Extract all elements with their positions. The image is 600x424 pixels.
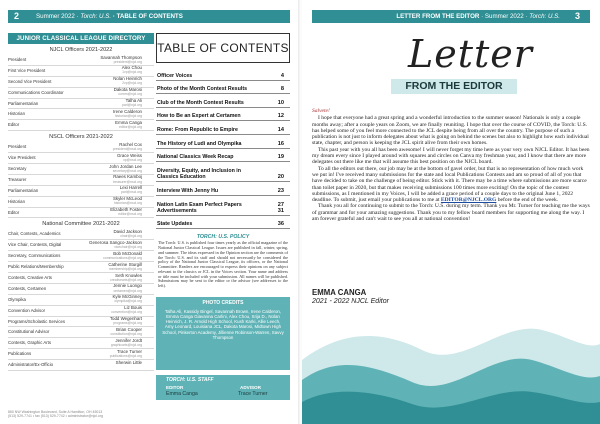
toc-item-title: Interview With Jenny Hu xyxy=(157,187,219,194)
directory-email[interactable]: certamen@njcl.org xyxy=(113,288,142,293)
header-text xyxy=(396,10,560,23)
directory-role: Editor xyxy=(8,122,20,128)
directory-email[interactable]: membership@njcl.org xyxy=(108,266,142,271)
toc-item-page: 10 xyxy=(277,99,284,106)
signature-name: EMMA CANGA xyxy=(312,288,367,297)
directory-role: Editor xyxy=(8,209,20,215)
policy-body: The Torch: U.S. is published four times yearly as the official magazine of the National Junior Classical League. Issues are published in fall, winter, spring, and summer. The ideas expressed in the Opinion section are the comments of the Torch: U.S. and its staff and should not necessarily be considered the policy of the National Junior Classical League, its officers, or the National Committee. Readers are encouraged to express their opinions on any subject relevant to the classics or JCL in the Voices section. Your name and address or title must be included with your submission. All names will be published. Submissions may be sent to the editor or the advisor (see addresses to the left). xyxy=(158,240,288,289)
paragraph-3-text: To all the editors out there, our job may be at the bottom of gavel order, but that is no representation of how much work we put in! I've received many submissions for the state and local Publications Contests and am so proud of all of you that have decided to take on the challenge of being editor. Stick with it. There may be a time where submissions are more scarce than toilet paper in 2020, but that makes receiving submissions 100 times more exciting! On the topic of the contest submissions, as I mentioned in my Voices, I will be added a grace period of a couple days to the original June 1, 2022 deadline. To submit, just email your publications to me at xyxy=(312,165,587,204)
advisor-label: ADVISOR xyxy=(240,384,261,390)
directory-name: Bob McDonald xyxy=(113,250,142,256)
directory-role: Contests, Certamen xyxy=(8,285,47,291)
directory-email[interactable]: vicechair@njcl.org xyxy=(114,244,142,249)
directory-role: Second Vice President xyxy=(8,78,52,84)
directory-name: David Jackson xyxy=(113,228,142,234)
toc-item-title: State Updates xyxy=(157,221,193,228)
directory-row xyxy=(8,349,154,360)
page-number: 2 xyxy=(14,11,20,21)
directory-name: Rachel Cox xyxy=(119,141,142,147)
header-publication: Torch: U.S. xyxy=(80,13,112,20)
footer-contact: (513) 529-7741 • fax (513) 529-7742 • administrator@njcl.org xyxy=(8,414,103,419)
credits-heading: PHOTO CREDITS xyxy=(202,299,244,306)
toc-item[interactable] xyxy=(156,94,290,108)
editor-email-link[interactable]: EDITOR@NJCL.ORG xyxy=(440,197,497,204)
directory-email[interactable]: historian@njcl.org xyxy=(114,114,142,119)
toc-item-title: Rome: From Republic to Empire xyxy=(157,126,238,133)
staff-heading: TORCH: U.S. STAFF xyxy=(166,376,214,383)
toc-item[interactable] xyxy=(156,108,290,122)
toc-item-page: 4 xyxy=(280,72,284,79)
header-section: LETTER FROM THE EDITOR xyxy=(396,13,480,20)
directory-name: Seth Knowles xyxy=(115,272,142,278)
directory-row xyxy=(8,273,154,284)
advisor-name: Trace Turner xyxy=(238,390,268,397)
directory-email[interactable]: editor@nscl.org xyxy=(118,212,142,217)
toc-item-page: 8 xyxy=(280,86,284,93)
directory-role: Public Relations/Membership xyxy=(8,264,64,270)
directory-email[interactable]: president@njcl.org xyxy=(113,59,142,64)
directory-row xyxy=(8,251,154,262)
toc-item[interactable] xyxy=(156,67,290,81)
paragraph-4: Thank you all for continuing to submit to the Torch: U.S. during my term. Thank you Mr. Turner for teaching me the ways of grammar and for your amazing suggestions. Thank you to my fellow board members for supporting me along the way. I am forever grateful and can't wait to see you all at national convention! xyxy=(312,203,590,223)
directory-role: Programs/Scholastic Services xyxy=(8,318,66,324)
directory-row xyxy=(8,66,154,77)
directory-row xyxy=(8,109,154,120)
directory-email[interactable]: communications@njcl.org xyxy=(103,255,142,260)
policy-section xyxy=(156,234,290,289)
directory-email[interactable]: editor@njcl.org xyxy=(119,124,142,129)
directory-role: Secretary xyxy=(8,166,27,172)
decorative-waves xyxy=(302,320,600,424)
directory-role: Historian xyxy=(8,198,25,204)
directory-row xyxy=(8,88,154,99)
toc-item-page: 27 31 xyxy=(277,201,284,214)
directory-row xyxy=(8,229,154,240)
toc-item[interactable] xyxy=(156,162,290,182)
directory-email[interactable]: president@nscl.org xyxy=(112,146,142,151)
toc-item[interactable] xyxy=(156,81,290,95)
toc-item-page: 36 xyxy=(277,221,284,228)
directory-name: Skyler McLeod xyxy=(112,196,142,202)
directory-row xyxy=(8,327,154,338)
directory-row xyxy=(8,99,154,110)
directory-row xyxy=(8,120,154,131)
paragraph-1: I hope that everyone had a great spring and a wonderful introduction to the summer season! Nationals is only a couple months away; after a couple years on Zoom, we are finally reuniting. I hope that over the course of COVID, the Torch: U.S. has helped some of you feel more connected to the JCL despite being from all over the country. The purpose of such a publication is not just to inform delegates about what is going on behind the scenes but also to highlight how each individual state, chapter, and person is keeping the JCL spirit alive from their own homes. xyxy=(312,115,589,147)
signature-role: 2021 - 2022 NJCL Editor xyxy=(312,298,389,305)
paragraph-2: This past year with you all has been awesome! I will never forget my time here as your very own NJCL Editor. It has been my dream every since I played around with squares and circles on Canva my freshman year, and I know that there are more delegates out there like me that will assume this best position on the NJCL board. xyxy=(312,146,590,166)
directory-row xyxy=(8,338,154,349)
letter-title: Letter xyxy=(408,32,533,76)
right-page xyxy=(302,0,600,424)
toc-item-page: 20 xyxy=(277,174,284,181)
toc-item[interactable] xyxy=(156,149,290,163)
toc-list xyxy=(156,67,290,229)
directory-name: Elizabeth Foster xyxy=(110,207,142,213)
directory-name: Talha Ali xyxy=(125,98,142,104)
directory-email[interactable]: historian@nscl.org xyxy=(113,201,142,206)
letter-body xyxy=(312,108,590,222)
toc-title: TABLE OF CONTENTS xyxy=(156,33,290,63)
directory-email[interactable]: parl@njcl.org xyxy=(121,103,142,108)
directory-email[interactable]: graphicarts@njcl.org xyxy=(110,342,142,347)
header-section: · TABLE OF CONTENTS xyxy=(111,13,183,20)
toc-item-title: The History of Ludi and Olympika xyxy=(157,140,242,147)
credits-body: Talha Ali, Kassidy Bingel, Savannah Brown, Irene Calderon, Emma Canga Giavanna Carlini, Alex Chou, Srija D., Nolan Heinrich, J. R. Arnold High School, Kush Karki, Allie Leech, Amy Leonard, Louisiana JCL, Dakota Marosi, Midtown High School, Pinkerton Academy, Jillienne Robinson-Warren, Savvy Thompson xyxy=(162,308,284,340)
directory-role: Contests, Creative Arts xyxy=(8,275,52,281)
nscl-officers-title: NSCL Officers 2021-2022 xyxy=(49,134,113,141)
directory-role: President xyxy=(8,57,27,62)
directory-row xyxy=(8,295,154,306)
directory-name: Generosa Sangco-Jackson xyxy=(89,239,142,245)
njcl-officers-list xyxy=(8,55,154,131)
committee-title: National Committee 2021-2022 xyxy=(42,221,120,228)
directory-name: Trace Turner xyxy=(117,348,142,354)
njcl-officers-title: NJCL Officers 2021-2022 xyxy=(49,47,113,53)
toc-item-page: 16 xyxy=(277,140,284,147)
toc-item-page: 12 xyxy=(277,113,284,120)
toc-item-title: Photo of the Month Contest Results xyxy=(157,86,248,93)
footer-address: 860 NW Washington Boulevard, Suite A Hamilton, OH 45013 xyxy=(8,409,103,414)
header-issue: Summer 2022 · xyxy=(36,13,81,20)
directory-row xyxy=(8,360,154,371)
directory-email[interactable]: 1vp@njcl.org xyxy=(122,70,142,75)
directory-row xyxy=(8,77,154,88)
editor-name: Emma Canga xyxy=(166,390,198,397)
directory-email[interactable]: vp@nscl.org xyxy=(123,157,142,162)
directory-row xyxy=(8,284,154,295)
directory-role: Vice Chair, Contests, Digital xyxy=(8,242,62,248)
paragraph-3 xyxy=(312,166,590,204)
nscl-officers-list xyxy=(8,142,154,218)
page-number: 3 xyxy=(574,11,580,21)
directory-row xyxy=(8,153,154,164)
toc-item-title: Nation Latin Exam Perfect Papers Advertisements xyxy=(157,201,242,214)
directory-name: Jennifer Jordt xyxy=(115,337,142,343)
editor-label: EDITOR xyxy=(166,384,184,390)
directory-row xyxy=(8,142,154,153)
directory-name: Irene Calderon xyxy=(112,108,142,114)
directory-role: Administrator/Ex-Officio xyxy=(8,362,54,368)
directory-title: JUNIOR CLASSICAL LEAGUE DIRECTORY xyxy=(8,33,154,44)
directory-role: Chair, Contests, Academics xyxy=(8,231,61,237)
policy-heading: TORCH: U.S. POLICY xyxy=(196,234,250,241)
toc-item-page: 19 xyxy=(277,154,284,161)
directory-name: Dakota Marosi xyxy=(113,87,142,93)
directory-row xyxy=(8,197,154,208)
directory-name: Brian Cooper xyxy=(116,326,142,332)
directory-name: Liz Bouis xyxy=(124,305,142,311)
toc-item[interactable] xyxy=(156,196,290,216)
directory-role: Historian xyxy=(8,111,25,117)
directory-role: Parliamentarian xyxy=(8,100,39,106)
directory-row xyxy=(8,175,154,186)
directory-name: Todd Wegenhart xyxy=(109,316,142,322)
directory-role: First Vice President xyxy=(8,67,46,73)
toc-item-title: Officer Voices xyxy=(157,72,193,79)
directory-email[interactable]: creativearts@njcl.org xyxy=(110,277,142,282)
toc-item[interactable] xyxy=(156,216,290,230)
directory-row xyxy=(8,186,154,197)
toc-item[interactable] xyxy=(156,135,290,149)
directory-name: Jennie Luongo xyxy=(113,283,142,289)
directory-name: Kyle McGinney xyxy=(112,294,142,300)
directory-role: Treasurer xyxy=(8,176,27,182)
directory-role: Constitutional Advisor xyxy=(8,329,50,335)
photo-credits-box xyxy=(156,297,290,370)
directory-email[interactable]: chair@njcl.org xyxy=(120,234,142,239)
directory-row xyxy=(8,262,154,273)
toc-item-title: Diversity, Equity, and Inclusion in Classics Education xyxy=(157,168,241,181)
directory-role: Parliamentarian xyxy=(8,187,39,193)
directory-row xyxy=(8,164,154,175)
directory-email[interactable]: convention@njcl.org xyxy=(111,310,142,315)
directory-row xyxy=(8,317,154,328)
league-directory xyxy=(8,33,154,419)
directory-role: Communications Coordinator xyxy=(8,89,64,95)
directory-name: Grace Weiss xyxy=(116,152,142,158)
directory-name: Lexi Harrell xyxy=(119,185,142,191)
directory-row xyxy=(8,240,154,251)
toc-item-page: 14 xyxy=(277,126,284,133)
directory-role: Convention Advisor xyxy=(8,307,46,313)
directory-email[interactable]: treasurer@nscl.org xyxy=(113,179,142,184)
directory-email[interactable]: programs@njcl.org xyxy=(113,321,142,326)
toc-item[interactable] xyxy=(156,182,290,196)
directory-footer xyxy=(8,410,154,419)
directory-email[interactable]: secretary@nscl.org xyxy=(112,168,142,173)
header-text xyxy=(36,10,183,23)
directory-email[interactable]: olympika@njcl.org xyxy=(114,299,142,304)
left-page-header xyxy=(8,10,290,23)
directory-role: Vice President xyxy=(8,155,36,161)
directory-name: Nolan Heinrich xyxy=(113,76,142,82)
directory-role: Secretary, Communications xyxy=(8,253,61,259)
directory-name: Alex Chou xyxy=(121,65,142,71)
directory-email[interactable]: comm@njcl.org xyxy=(118,92,142,97)
directory-email[interactable]: publications@njcl.org xyxy=(109,353,142,358)
directory-role: Publications xyxy=(8,351,32,357)
directory-row xyxy=(8,306,154,317)
toc-item[interactable] xyxy=(156,121,290,135)
committee-list xyxy=(8,229,154,371)
salutation: Salvete! xyxy=(312,108,330,114)
directory-email[interactable]: 2vp@njcl.org xyxy=(122,81,142,86)
toc-item-title: National Classics Week Recap xyxy=(157,154,234,161)
right-page-header xyxy=(312,10,590,23)
directory-email[interactable]: parl@nscl.org xyxy=(121,190,142,195)
toc-item-title: Club of the Month Contest Results xyxy=(157,99,244,106)
directory-name: Catherine Sturgill xyxy=(108,261,142,267)
directory-name: Savannah Thompson xyxy=(100,54,142,60)
table-of-contents xyxy=(156,33,290,400)
toc-item-page: 23 xyxy=(277,187,284,194)
directory-name: Sherwin Little xyxy=(115,359,142,365)
toc-item-title: How to Be an Expert at Certamen xyxy=(157,113,241,120)
directory-name: John Jordan Lee xyxy=(109,163,142,169)
paragraph-3-suffix: before the end of the week. xyxy=(496,197,559,204)
letter-subtitle: FROM THE EDITOR xyxy=(391,79,517,94)
directory-role: Contests, Graphic Arts xyxy=(8,340,51,346)
directory-role: President xyxy=(8,144,27,150)
directory-name: Raees Kamboj xyxy=(113,174,142,180)
header-issue: · Summer 2022 · xyxy=(479,13,530,20)
staff-box xyxy=(156,375,290,400)
directory-row xyxy=(8,208,154,219)
directory-role: Olympika xyxy=(8,296,26,302)
directory-row xyxy=(8,55,154,66)
directory-email[interactable]: constitution@njcl.org xyxy=(110,332,142,337)
directory-name: Emma Canga xyxy=(115,119,142,125)
header-publication: Torch: U.S. xyxy=(529,13,560,20)
